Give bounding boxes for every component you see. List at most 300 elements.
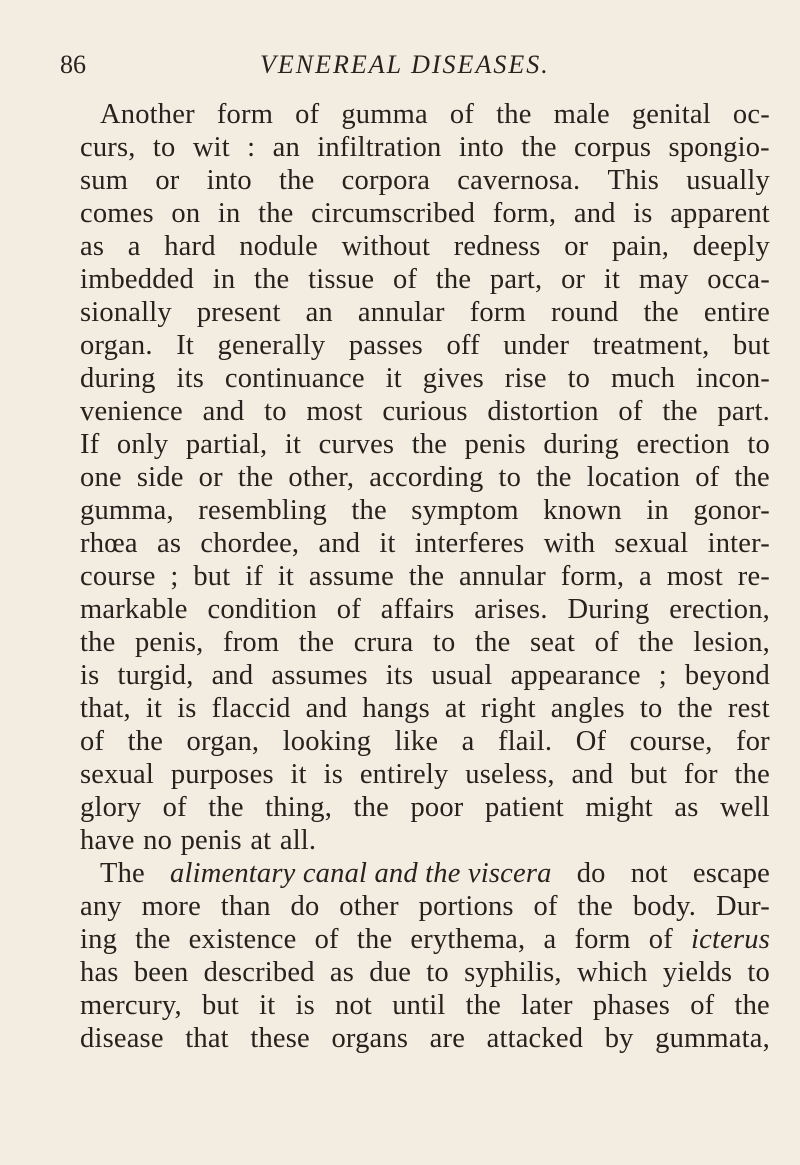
word: its: [176, 363, 204, 394]
word: of: [392, 264, 418, 295]
text-line: [80, 626, 770, 659]
word: angles: [550, 693, 625, 724]
word: most: [666, 561, 723, 592]
word: gonor-: [693, 495, 770, 526]
word: been: [133, 957, 189, 988]
word: the: [734, 759, 770, 790]
word: disease: [80, 1023, 164, 1054]
word: the: [536, 462, 572, 493]
word: crura: [353, 627, 414, 658]
text-line: [80, 758, 770, 791]
word: partial,: [185, 429, 268, 460]
word: rest: [727, 693, 770, 724]
word: might: [585, 792, 653, 823]
word: oc-: [732, 99, 770, 130]
word: erection,: [669, 594, 770, 625]
word: turgid,: [117, 660, 194, 691]
text-line: [80, 857, 770, 890]
word: gumma,: [80, 495, 174, 526]
word: arises.: [474, 594, 548, 625]
text-line: [80, 131, 770, 164]
word: venience: [80, 396, 183, 427]
word: escape: [692, 858, 770, 889]
word: generally: [217, 330, 326, 361]
word: is: [633, 198, 653, 229]
word: are: [429, 1023, 466, 1054]
word: penis: [180, 825, 242, 856]
word: which: [576, 957, 648, 988]
word: of: [594, 627, 619, 658]
word: it: [284, 429, 302, 460]
word: mercury,: [80, 990, 182, 1021]
word: sum: [80, 165, 129, 196]
word: rhœa: [80, 528, 138, 559]
word: into: [458, 132, 504, 163]
word: erythema,: [410, 924, 526, 955]
word: redness: [453, 231, 541, 262]
word: to: [426, 957, 449, 988]
word: without: [341, 231, 431, 262]
word: the: [356, 924, 393, 955]
word: as: [674, 792, 699, 823]
word: later: [521, 990, 573, 1021]
word: an: [272, 132, 300, 163]
word: side: [136, 462, 184, 493]
word: spongio-: [668, 132, 770, 163]
word: wit: [192, 132, 230, 163]
word: markable: [80, 594, 188, 625]
word: This: [607, 165, 660, 196]
word: inter-: [707, 528, 770, 559]
word: symptom: [411, 495, 519, 526]
word: to: [432, 627, 456, 658]
word: for: [683, 759, 718, 790]
word: in: [646, 495, 669, 526]
word: penis,: [134, 627, 204, 658]
word: corpora: [341, 165, 431, 196]
word: is: [177, 693, 197, 724]
word: as: [329, 957, 355, 988]
word: have: [80, 825, 135, 856]
word: pain,: [611, 231, 670, 262]
word: due: [369, 957, 412, 988]
text-line: [80, 230, 770, 263]
word: comes: [80, 198, 154, 229]
word: course: [80, 561, 156, 592]
word: but: [732, 330, 770, 361]
word: attacked: [486, 1023, 584, 1054]
word: ;: [658, 660, 667, 691]
word: the: [638, 627, 674, 658]
word: condition: [207, 594, 317, 625]
word: part.: [717, 396, 770, 427]
word: at: [250, 825, 272, 856]
word: according: [369, 462, 484, 493]
word: the: [135, 924, 171, 955]
word: into: [206, 165, 252, 196]
word: the: [411, 429, 448, 460]
word: male: [553, 99, 610, 130]
word: do: [576, 858, 606, 889]
word: and: [211, 660, 254, 691]
word: of: [295, 99, 320, 130]
word: Of: [575, 726, 607, 757]
word: gives: [422, 363, 484, 394]
word: corpus: [574, 132, 652, 163]
word: it: [603, 264, 621, 295]
word: rise: [504, 363, 547, 394]
text-line: [80, 164, 770, 197]
word: to: [747, 429, 770, 460]
word: portions: [418, 891, 514, 922]
word: it: [277, 561, 295, 592]
word: a: [461, 726, 475, 757]
word: beyond: [684, 660, 770, 691]
word: an: [305, 297, 333, 328]
text-line: [80, 923, 770, 956]
word: curs,: [80, 132, 136, 163]
word: annular: [459, 561, 546, 592]
word: not: [335, 990, 373, 1021]
text-line: [80, 461, 770, 494]
text-line: [80, 824, 770, 857]
word: other,: [288, 462, 355, 493]
word: the: [577, 891, 613, 922]
word: hard: [164, 231, 216, 262]
word: a: [543, 924, 557, 955]
word: passes: [348, 330, 423, 361]
word: but: [193, 561, 231, 592]
word: body.: [632, 891, 697, 922]
word: form,: [560, 561, 625, 592]
word: is: [295, 990, 315, 1021]
word: poor: [410, 792, 464, 823]
word: curious: [382, 396, 468, 427]
italic-word: alimentary canal and the viscera: [170, 858, 552, 889]
word: its: [385, 660, 414, 691]
word: described: [203, 957, 315, 988]
word: to: [498, 462, 522, 493]
word: seat: [530, 627, 576, 658]
text-line: [80, 329, 770, 362]
text-line: [80, 362, 770, 395]
word: of: [533, 891, 558, 922]
text-line: [80, 1022, 770, 1055]
running-head: VENEREAL DISEASES.: [260, 50, 550, 79]
word: much: [611, 363, 676, 394]
word: Another: [100, 99, 195, 130]
word: nodule: [239, 231, 319, 262]
word: most: [306, 396, 363, 427]
word: the: [677, 693, 713, 724]
word: round: [550, 297, 619, 328]
word: if: [245, 561, 263, 592]
word: the: [662, 396, 698, 427]
word: During: [567, 594, 650, 625]
word: at: [444, 693, 466, 724]
word: the: [521, 132, 557, 163]
word: erection: [636, 429, 730, 460]
text-line: [80, 296, 770, 329]
word: it: [379, 528, 396, 559]
word: The: [100, 858, 145, 889]
word: occa-: [707, 264, 770, 295]
word: under: [503, 330, 570, 361]
word: course,: [629, 726, 713, 757]
word: and: [571, 759, 614, 790]
word: and: [305, 693, 348, 724]
word: organs: [331, 1023, 409, 1054]
word: appearance: [510, 660, 641, 691]
word: these: [250, 1023, 310, 1054]
text-line: [80, 197, 770, 230]
word: not: [630, 858, 668, 889]
word: resembling: [198, 495, 327, 526]
word: that,: [80, 693, 131, 724]
word: to: [264, 396, 287, 427]
word: treatment,: [592, 330, 710, 361]
word: during: [543, 429, 619, 460]
word: by: [604, 1023, 634, 1054]
word: the: [298, 627, 335, 658]
word: chordee,: [200, 528, 300, 559]
word: apparent: [670, 198, 770, 229]
word: assume: [308, 561, 394, 592]
word: than: [220, 891, 271, 922]
word: location: [586, 462, 681, 493]
text-line: [80, 395, 770, 428]
word: infiltration: [317, 132, 442, 163]
word: the: [408, 561, 445, 592]
word: present: [196, 297, 281, 328]
word: :: [247, 132, 256, 163]
word: it: [259, 990, 276, 1021]
word: existence: [188, 924, 297, 955]
word: ;: [170, 561, 179, 592]
word: organ,: [186, 726, 260, 757]
word: of: [690, 990, 715, 1021]
word: more: [141, 891, 201, 922]
word: a: [127, 231, 141, 262]
word: right: [480, 693, 536, 724]
word: curves: [318, 429, 395, 460]
word: and: [318, 528, 361, 559]
word: the: [351, 495, 387, 526]
word: it: [145, 693, 163, 724]
word: usual: [431, 660, 493, 691]
word: is: [80, 660, 100, 691]
text-line: [80, 725, 770, 758]
word: form,: [492, 198, 557, 229]
word: any: [80, 891, 122, 922]
word: a: [639, 561, 652, 592]
word: the: [435, 264, 472, 295]
word: the: [475, 627, 511, 658]
text-line: [80, 263, 770, 296]
text-line: [80, 791, 770, 824]
word: of: [449, 99, 475, 130]
word: penis: [464, 429, 526, 460]
word: lesion,: [693, 627, 770, 658]
word: form: [469, 297, 526, 328]
word: interferes: [414, 528, 525, 559]
word: the: [253, 264, 290, 295]
word: of: [618, 396, 643, 427]
word: deeply: [692, 231, 770, 262]
word: patient: [484, 792, 564, 823]
word: annular: [357, 297, 445, 328]
word: the: [643, 297, 679, 328]
word: entirely: [359, 759, 449, 790]
word: with: [543, 528, 596, 559]
text-line: [80, 890, 770, 923]
word: re-: [737, 561, 770, 592]
word: but: [630, 759, 668, 790]
body-text: [80, 98, 770, 1055]
word: it: [290, 759, 307, 790]
word: from: [223, 627, 280, 658]
word: as: [80, 231, 105, 262]
word: or: [198, 462, 223, 493]
word: the: [465, 990, 501, 1021]
word: like: [394, 726, 439, 757]
word: of: [648, 924, 673, 955]
text-line: [80, 560, 770, 593]
text-line: [80, 593, 770, 626]
word: of: [336, 594, 361, 625]
word: useless,: [465, 759, 555, 790]
word: usually: [686, 165, 770, 196]
word: to: [747, 957, 770, 988]
italic-word: icterus: [691, 924, 770, 955]
word: gumma: [341, 99, 428, 130]
word: phases: [592, 990, 671, 1021]
word: to: [152, 132, 176, 163]
text-line: [80, 428, 770, 461]
word: the: [734, 462, 770, 493]
word: during: [80, 363, 156, 394]
word: part,: [489, 264, 543, 295]
text-line: [80, 659, 770, 692]
page-header: [60, 40, 760, 80]
word: no: [143, 825, 173, 856]
word: looking: [282, 726, 372, 757]
word: sionally: [80, 297, 172, 328]
word: the: [496, 99, 532, 130]
word: known: [543, 495, 622, 526]
word: genital: [631, 99, 711, 130]
word: has: [80, 957, 119, 988]
word: the: [353, 792, 389, 823]
word: other: [339, 891, 399, 922]
word: sexual: [614, 528, 689, 559]
word: may: [638, 264, 689, 295]
word: yields: [662, 957, 733, 988]
word: or: [561, 264, 586, 295]
word: syphilis,: [464, 957, 562, 988]
word: the: [208, 792, 244, 823]
word: purposes: [170, 759, 274, 790]
word: in: [212, 264, 236, 295]
word: but: [201, 990, 239, 1021]
word: circumscribed: [311, 198, 476, 229]
word: in: [217, 198, 241, 229]
word: glory: [80, 792, 142, 823]
word: It: [176, 330, 195, 361]
word: as: [156, 528, 182, 559]
word: the: [258, 198, 294, 229]
word: thing,: [265, 792, 333, 823]
word: is: [323, 759, 344, 790]
word: on: [171, 198, 201, 229]
text-line: [80, 527, 770, 560]
word: one: [80, 462, 122, 493]
text-line: [80, 494, 770, 527]
word: affairs: [380, 594, 455, 625]
word: If: [80, 429, 100, 460]
word: sexual: [80, 759, 155, 790]
word: or: [155, 165, 180, 196]
word: of: [695, 462, 720, 493]
page-number: 86: [60, 50, 86, 79]
word: do: [290, 891, 320, 922]
word: continuance: [224, 363, 365, 394]
word: well: [720, 792, 770, 823]
word: tissue: [308, 264, 375, 295]
word: to: [567, 363, 591, 394]
word: gummata,: [655, 1023, 770, 1054]
word: flaccid: [211, 693, 291, 724]
word: flail.: [498, 726, 553, 757]
word: and: [573, 198, 616, 229]
word: hangs: [362, 693, 430, 724]
word: incon-: [695, 363, 770, 394]
word: assumes: [271, 660, 368, 691]
word: Dur-: [715, 891, 770, 922]
text-line: [80, 98, 770, 131]
word: organ.: [80, 330, 153, 361]
text-line: [80, 956, 770, 989]
word: the: [80, 627, 116, 658]
word: form: [574, 924, 631, 955]
word: only: [116, 429, 169, 460]
word: until: [392, 990, 446, 1021]
word: all.: [279, 825, 317, 856]
word: for: [736, 726, 770, 757]
word: cavernosa.: [457, 165, 581, 196]
word: distortion: [487, 396, 599, 427]
text-line: [80, 989, 770, 1022]
word: and: [202, 396, 245, 427]
word: or: [564, 231, 589, 262]
word: the: [237, 462, 274, 493]
word: off: [446, 330, 480, 361]
word: the: [279, 165, 315, 196]
word: the: [734, 990, 770, 1021]
text-line: [80, 692, 770, 725]
word: imbedded: [80, 264, 194, 295]
word: to: [639, 693, 663, 724]
word: it: [385, 363, 402, 394]
word: of: [314, 924, 339, 955]
word: entire: [703, 297, 770, 328]
word: of: [80, 726, 105, 757]
word: form: [216, 99, 274, 130]
word: the: [127, 726, 164, 757]
word: that: [185, 1023, 229, 1054]
word: ing: [80, 924, 118, 955]
word: of: [162, 792, 187, 823]
